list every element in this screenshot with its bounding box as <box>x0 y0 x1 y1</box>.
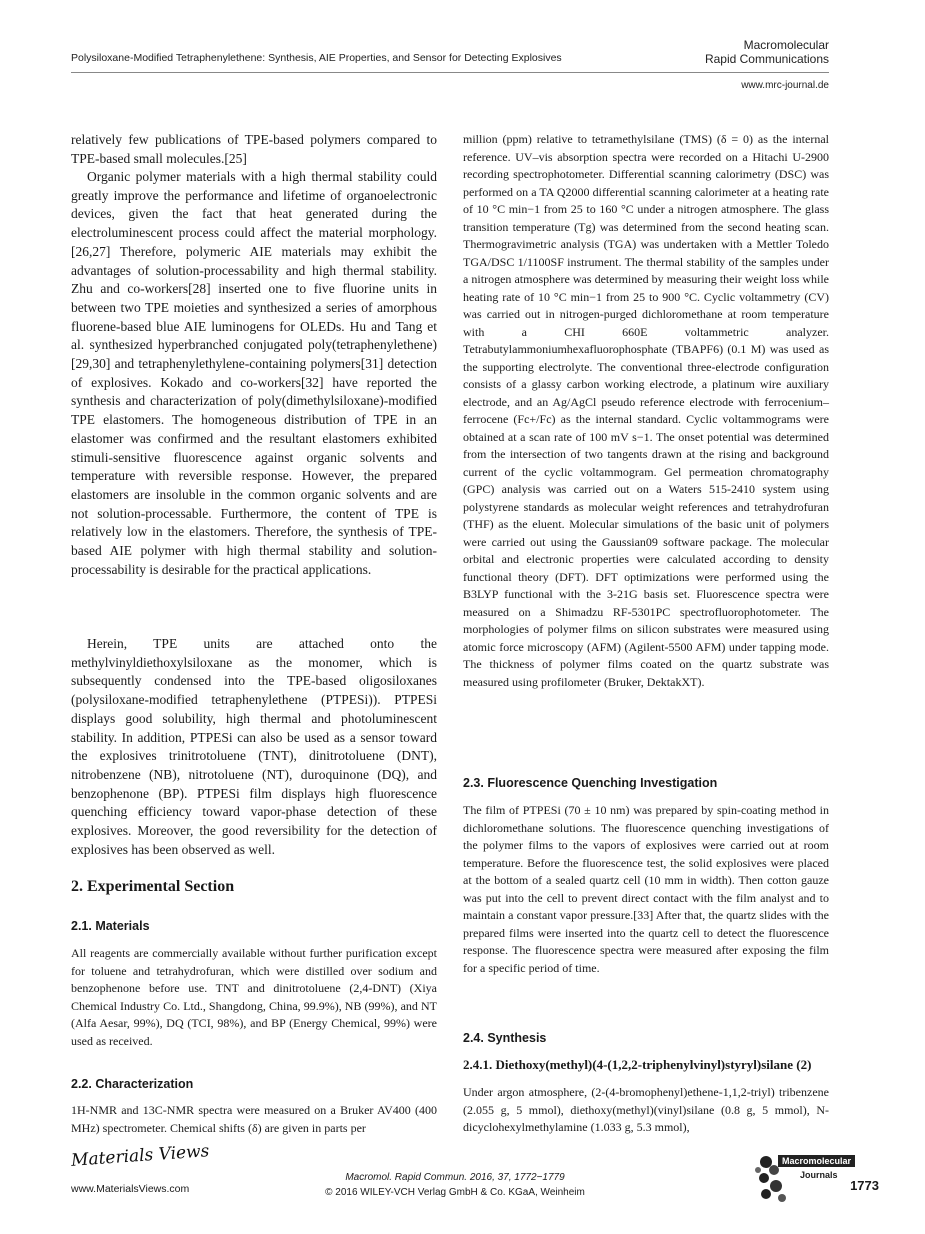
subsection-heading-materials: 2.1. Materials <box>71 919 150 933</box>
journal-line1: Macromolecular <box>743 38 829 52</box>
footer-citation-block <box>300 1170 610 1200</box>
subsection-heading-fluorescence: 2.3. Fluorescence Quenching Investigation <box>463 776 718 790</box>
journals-label: Journals <box>800 1170 838 1180</box>
subsection-heading-synthesis: 2.4. Synthesis <box>463 1031 547 1045</box>
subsection-heading-characterization: 2.2. Characterization <box>71 1077 194 1091</box>
paragraph-synthesis: Under argon atmosphere, (2-(4-bromophenyl)ethene-1,1,2-triyl) tribenzene (2.055 g, 5 mmol), diethoxy(methyl)(vinyl)silane (0.8 g, 5 mmol), N-dicyclohexylmethylamine (1.033 g, 5.3 mmol), <box>463 1085 829 1134</box>
macromolecular-badge: Macromolecular <box>778 1155 855 1167</box>
materials-views-logo: Materials Views <box>70 1141 210 1171</box>
page-number: 1773 <box>850 1178 879 1193</box>
paragraph-characterization-cont: million (ppm) relative to tetramethylsilane (TMS) (δ = 0) as the internal reference. UV–vis absorption spectra were recorded on a Hitachi U-2900 recording spectrophotometer. Differential scanning calorimetry (DSC) was performed on a TA Q2000 differential scanning calorimeter at a heating rate of 10 °C min−1 from 25 to 160 °C under a nitrogen atmosphere. The glass transition temperature (Tg) was determined from the second heating scan. Thermogravimetric analysis (TGA) was undertaken with a Mettler Toledo TGA/DSC 1/1100SF instrument. The thermal stability of the samples under a nitrogen atmosphere was determined by measuring their weight loss while heating rate of 10 °C min−1 from 25 to 900 °C. Cyclic voltammetry (CV) was carried out in nitrogen-purged dichloromethane at room temperature with a CHI 660E voltammetric analyzer. Tetrabutylammoniumhexafluorophosphate (TBAPF6) (0.1 M) was used as the supporting electrolyte. The conventional three-electrode configuration consists of a glassy carbon working electrode, a platinum wire auxiliary electrode, and an Ag/AgCl pseudo reference electrode with ferrocenium–ferrocene (Fc+/Fc) as the internal standard. Cyclic voltammograms were obtained at a scan rate of 100 mV s−1. The onset potential was determined from the intersection of two tangents drawn at the rising and background current of the cyclic voltammogram. Gel permeation chromatography (GPC) analysis was carried out on a Waters 515-2410 system using polystyrene standards as molecular weight references and tetrahydrofuran (THF) as the eluent. Molecular simulations of the basic unit of polymers were carried out using the Gaussian09 software package. The molecular orbital and electronic properties were calculated according to density functional theory (DFT). DFT optimizations were performed using the B3LYP functional with the 3-21G basis set. Fluorescence spectra were measured on a Shimadzu RF-5301PC spectrofluorophotometer. The morphologies of polymer films on silicon substrates were measured using atomic force microscopy (AFM) (Agilent-5500 AFM) under tapping mode. The thickness of polymer films coated on the quartz substrate was measured using profilometer (Bruker, DektakXT). <box>463 132 829 689</box>
copyright: © 2016 WILEY-VCH Verlag GmbH & Co. KGaA, Weinheim <box>325 1187 585 1198</box>
citation: Macromol. Rapid Commun. 2016, 37, 1772−1779 <box>345 1172 565 1183</box>
running-title: Polysiloxane-Modified Tetraphenylethene: Synthesis, AIE Properties, and Sensor for Detecting Explosives <box>71 52 562 64</box>
materials-views-url[interactable]: www.MaterialsViews.com <box>71 1183 190 1195</box>
paragraph-fluorescence: The film of PTPESi (70 ± 10 nm) was prepared by spin-coating method in dichloromethane solutions. The fluorescence quenching investigations of the polymer films to the vapors of explosives were carried out at room temperature. Before the fluorescence test, the solid explosives were placed at the bottom of a sealed quartz cell (10 mm in width). Then cotton gauze was put into the cell to prevent direct contact with the film analyst and to maintain a constant vapor pressure.[33] After that, the quartz slides with the prepared films were inserted into the quartz cell to detect the fluorescence response. The fluorescence spectra were measured after exposing the film for a specific period of time. <box>463 803 829 975</box>
subsubsection-heading-compound2: 2.4.1. Diethoxy(methyl)(4-(1,2,2-triphenylvinyl)styryl)silane (2) <box>463 1057 812 1072</box>
paragraph-materials: All reagents are commercially available without further purification except for toluene and tetrahydrofuran, which were distilled over sodium and benzophenone before use. TNT and dinitrotoluene (2,4-DNT) (Xiya Chemical Industry Co. Ltd., Shangdong, China, 99.9%), NB (99%), and NT (Alfa Aesar, 99%), DQ (TCI, 98%), and BP (Energy Chemical, 99%) were used as received. <box>71 946 437 1048</box>
paragraph-polymer-materials: Organic polymer materials with a high thermal stability could greatly improve the performance and lifetime of organoelectronic devices, given the fact that heat generated during the electroluminescent process could affect the material morphology.[26,27] Therefore, polymeric AIE materials may exhibit the advantages of solution-processability and high thermal stability. Zhu and co-workers[28] inserted one to five fluorine units in between two TPE moieties and synthesized a series of amorphous fluorene-based blue AIE luminogens for OLEDs. Hu and Tang et al. synthesized hyperbranched conjugated poly(tetraphenylethene)[29,30] and tetraphenylethylene-containing polymers[31] detection of explosives. Kokado and co-workers[32] have reported the synthesis and characterization of poly(dimethylsiloxane)-modified TPE elastomers. The homogeneous distribution of TPE in an elastomer was confirmed and the resultant elastomers exhibited stimuli-sensitive fluorescence against organic solvents and temperature with reversible response. However, the prepared elastomers are insoluble in the common organic solvents and are not solution-processable. Furthermore, the content of TPE is relatively low in the elastomers. Therefore, the synthesis of TPE-based AIE polymer with high thermal stability and solution-processability is desirable for the practical applications. <box>71 169 437 577</box>
journal-line2: Rapid Communications <box>704 52 829 66</box>
paragraph-characterization-start: 1H-NMR and 13C-NMR spectra were measured on a Bruker AV400 (400 MHz) spectrometer. Chemical shifts (δ) are given in parts per <box>71 1103 437 1135</box>
journal-url[interactable]: www.mrc-journal.de <box>741 80 829 91</box>
paragraph-herein: Herein, TPE units are attached onto the methylvinyldiethoxylsiloxane as the monomer, which is subsequently condensed into the TPE-based oligosiloxanes (polysiloxane-modified tetraphenylethene (PTPESi)). PTPESi displays good solubility, high thermal and photoluminescent stability. In addition, PTPESi can also be used as a sensor toward the explosives trinitrotoluene (TNT), dinitrotoluene (DNT), nitrobenzene (NB), nitrotoluene (NT), duroquinone (DQ), and benzophenone (BP). PTPESi film displays high fluorescence quenching efficiency toward vapor-phase detection of these explosives. Moreover, the good reversibility for the detection of explosives has been observed as well. <box>71 636 437 857</box>
header-rule <box>71 72 829 73</box>
paragraph-intro-end: relatively few publications of TPE-based polymers compared to TPE-based small molecules.[25] <box>71 132 437 166</box>
section-heading-experimental: 2. Experimental Section <box>71 878 235 895</box>
journal-name <box>705 38 829 66</box>
